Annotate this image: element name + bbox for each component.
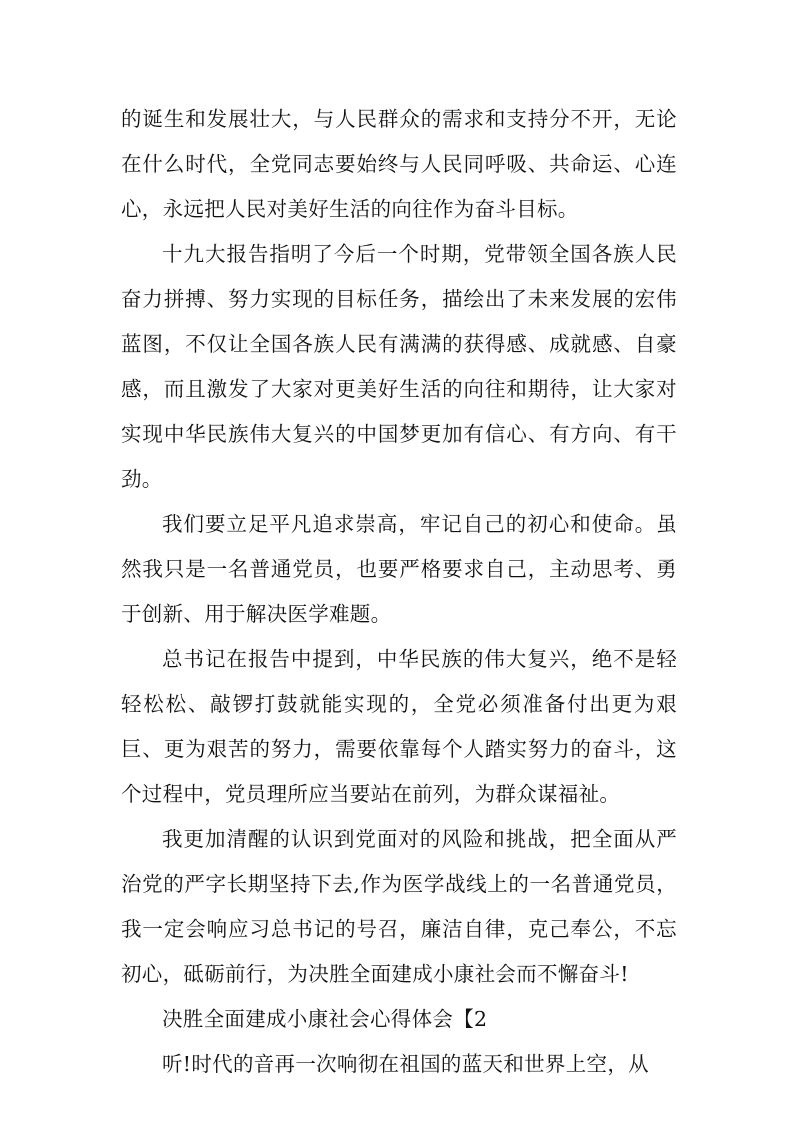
- section-heading: 决胜全面建成小康社会心得体会【2: [162, 1007, 488, 1031]
- document-body: [121, 97, 677, 1087]
- paragraph-1: 的诞生和发展壮大，与人民群众的需求和支持分不开，无论在什么时代，全党同志要始终与人民同呼吸、共命运、心连心，永远把人民对美好生活的向往作为奋斗目标。: [121, 107, 677, 221]
- paragraph-2: 十九大报告指明了今后一个时期，党带领全国各族人民奋力拼搏、努力实现的目标任务，描绘出了未来发展的宏伟蓝图，不仅让全国各族人民有满满的获得感、成就感、自豪感，而且激发了大家对更美好生活的向往和期待，让大家对实现中华民族伟大复兴的中国梦更加有信心、有方向、有干劲。: [121, 242, 677, 491]
- paragraph-3: 我们要立足平凡追求崇高，牢记自己的初心和使命。虽然我只是一名普通党员，也要严格要求自己，主动思考、勇于创新、用于解决医学难题。: [121, 512, 677, 626]
- paragraph-6: 听!时代的音再一次响彻在祖国的蓝天和世界上空，从: [162, 1052, 649, 1076]
- paragraph-5: 我更加清醒的认识到党面对的风险和挑战，把全面从严治党的严字长期坚持下去,作为医学战线上的一名普通党员，我一定会响应习总书记的号召，廉洁自律，克己奉公，不忘初心，砥砺前行，为决胜全面建成小康社会而不懈奋斗!: [121, 827, 677, 986]
- paragraph-4: 总书记在报告中提到，中华民族的伟大复兴，绝不是轻轻松松、敲锣打鼓就能实现的，全党必须准备付出更为艰巨、更为艰苦的努力，需要依靠每个人踏实努力的奋斗，这个过程中，党员理所应当要站在前列，为群众谋福祉。: [121, 647, 677, 806]
